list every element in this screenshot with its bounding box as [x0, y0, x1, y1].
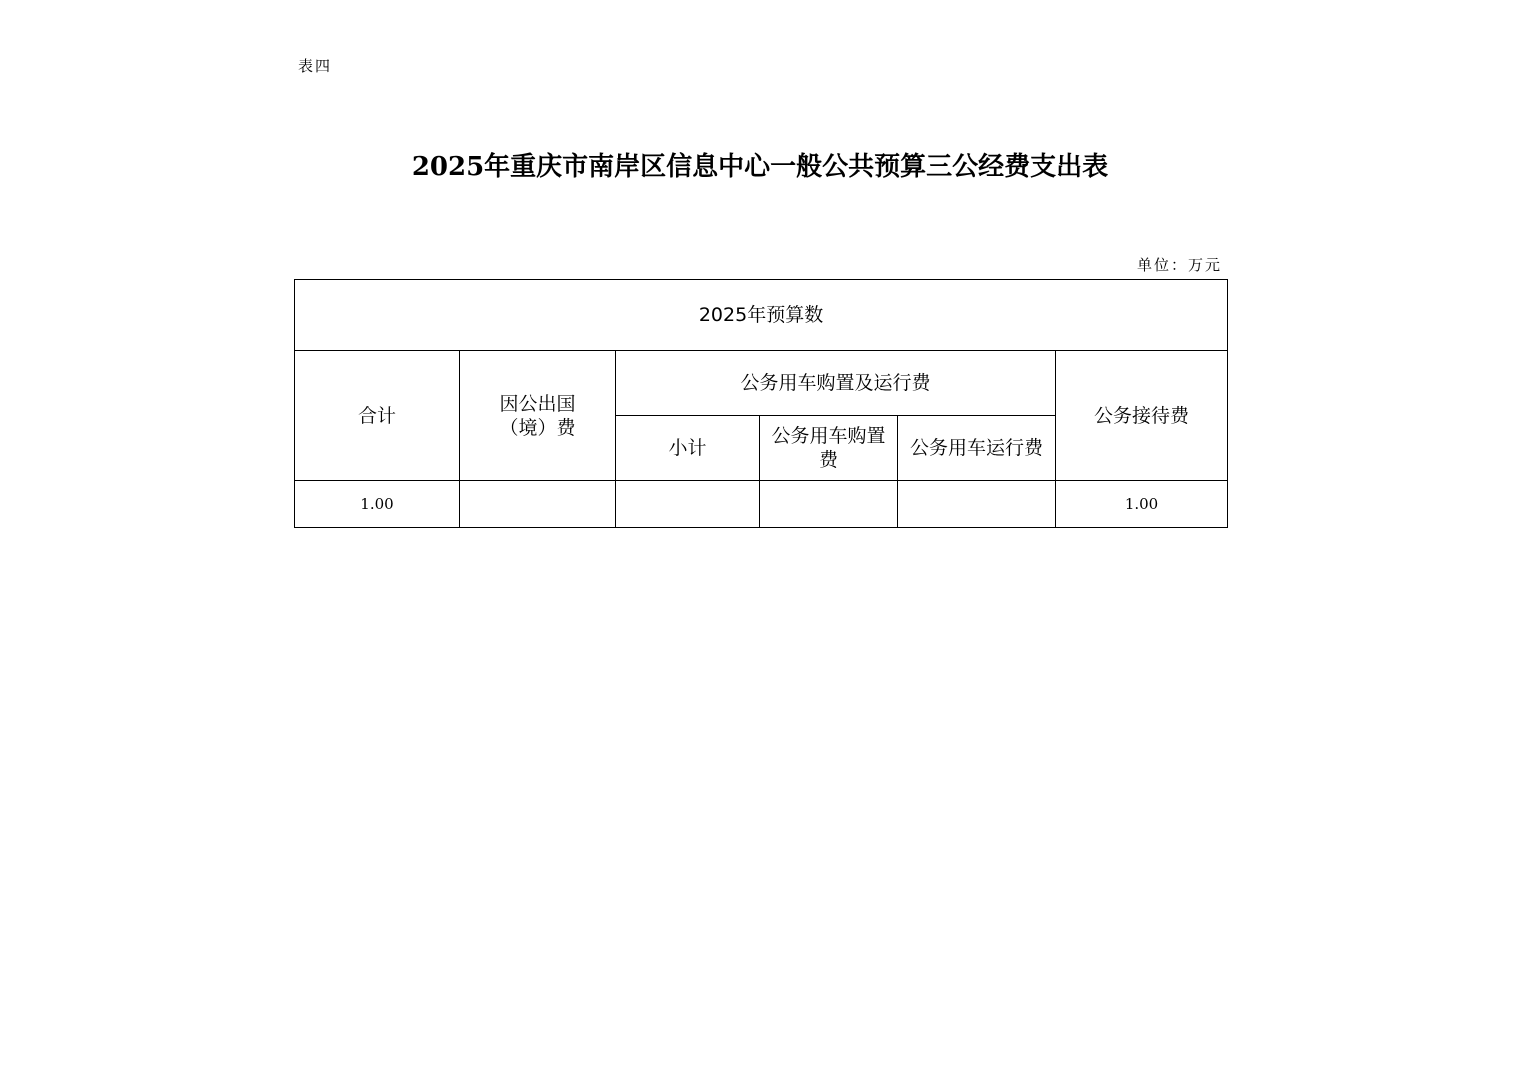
cell-vehicle-purchase	[760, 481, 898, 528]
table-caption: 2025年预算数	[295, 280, 1228, 351]
sheet-label: 表四	[298, 57, 333, 75]
cell-total: 1.00	[295, 481, 460, 528]
header-vehicle-subtotal: 小计	[616, 416, 760, 481]
table-row	[295, 481, 1228, 528]
header-vehicle-group: 公务用车购置及运行费	[616, 351, 1056, 416]
cell-vehicle-operation	[898, 481, 1056, 528]
cell-reception: 1.00	[1056, 481, 1228, 528]
header-total: 合计	[295, 351, 460, 481]
cell-overseas	[460, 481, 616, 528]
cell-vehicle-subtotal	[616, 481, 760, 528]
header-overseas: 因公出国（境）费	[460, 351, 616, 481]
page-title: 2025年重庆市南岸区信息中心一般公共预算三公经费支出表	[411, 152, 1109, 182]
header-vehicle-operation: 公务用车运行费	[898, 416, 1056, 481]
header-reception: 公务接待费	[1056, 351, 1228, 481]
header-row-1	[295, 351, 1228, 416]
caption-row	[295, 280, 1228, 351]
unit-note: 单位：万元	[1136, 256, 1222, 274]
header-vehicle-purchase: 公务用车购置费	[760, 416, 898, 481]
budget-table	[294, 279, 1228, 528]
